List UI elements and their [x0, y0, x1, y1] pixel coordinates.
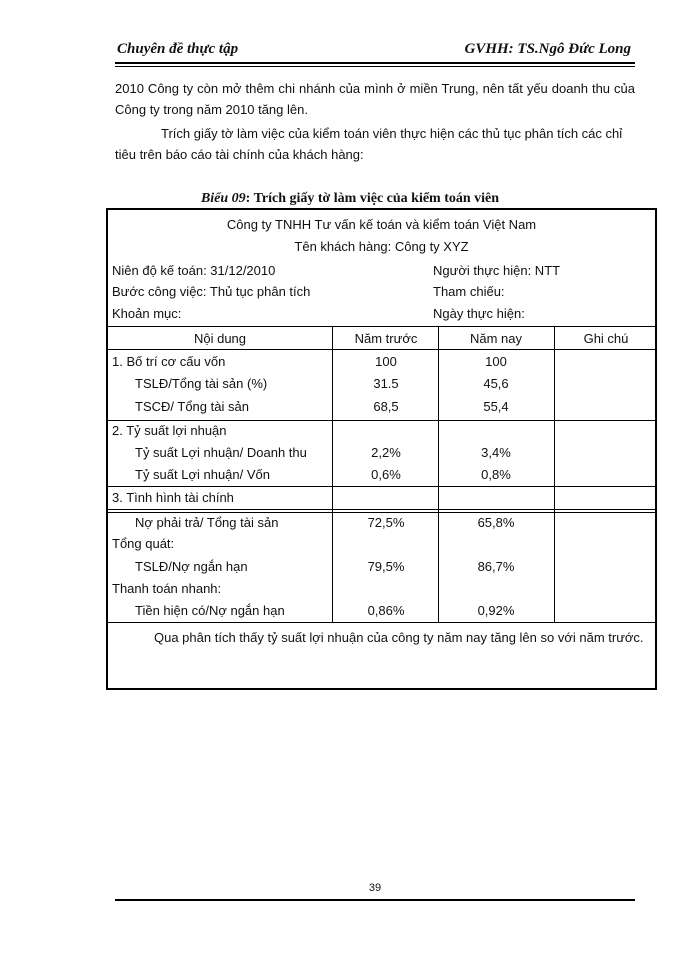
caption-title: : Trích giấy tờ làm việc của kiểm toán viên [245, 191, 500, 206]
row-label: Tỷ suất Lợi nhuận/ Vốn [135, 467, 270, 482]
section-title: 1. Bố trí cơ cấu vốn [112, 354, 226, 369]
row-label: Tỷ suất Lợi nhuận/ Doanh thu [135, 445, 307, 460]
section-title: 2. Tỷ suất lợi nhuận [112, 423, 227, 438]
footer-rule [115, 899, 635, 901]
table-top-rule [108, 326, 655, 327]
cell-curr: 86,7% [477, 559, 515, 574]
column-divider [554, 326, 555, 622]
body-text [115, 78, 635, 165]
col-header-prev-year: Năm trước [354, 331, 418, 346]
col-header-content: Nội dung [193, 331, 247, 346]
paragraph-1: 2010 Công ty còn mở thêm chi nhánh của mình ở miền Trung, nên tất yếu doanh thu của Công ty trong năm 2010 tăng lên. [115, 81, 635, 117]
cell-prev: 0,86% [367, 603, 405, 618]
section-title: 3. Tình hình tài chính [112, 490, 234, 505]
cell-prev: 79,5% [367, 559, 405, 574]
section-rule [108, 509, 655, 510]
header-supervisor: GVHH: TS.Ngô Đức Long [464, 41, 631, 57]
column-divider [332, 326, 333, 622]
caption-label: Biểu 09 [200, 191, 246, 206]
cell-curr: 55,4 [483, 399, 509, 414]
subsection-label: Tổng quát: [112, 536, 175, 551]
fiscal-year: Niên độ kế toán: 31/12/2010 [112, 263, 276, 278]
header-rule-thin [115, 66, 635, 67]
company-name: Công ty TNHH Tư vấn kế toán và kiểm toán Việt Nam [226, 217, 537, 232]
work-step: Bước công việc: Thủ tục phân tích [112, 284, 311, 299]
account-item: Khoản mục: [112, 306, 182, 321]
col-header-note: Ghi chú [583, 331, 629, 346]
workpaper-box [106, 208, 657, 690]
page-footer [115, 882, 635, 894]
subsection-label: Thanh toán nhanh: [112, 581, 222, 596]
cell-prev: 2,2% [371, 445, 401, 460]
cell-prev: 0,6% [371, 467, 401, 482]
cell-curr: 65,8% [477, 515, 515, 530]
cell-curr: 3,4% [481, 445, 511, 460]
col-header-curr-year: Năm nay [469, 331, 523, 346]
conclusion-text: Qua phân tích thấy tỷ suất lợi nhuận của công ty năm nay tăng lên so với năm trước. [154, 630, 644, 645]
header-title: Chuyên đề thực tập [117, 41, 239, 57]
row-label: Tiền hiện có/Nợ ngắn hạn [135, 603, 285, 618]
cell-prev: 100 [375, 354, 397, 369]
cell-curr: 100 [485, 354, 507, 369]
cell-prev: 72,5% [367, 515, 405, 530]
preparer: Người thực hiện: NTT [433, 263, 561, 278]
paragraph-2: Trích giấy tờ làm việc của kiểm toán viên thực hiện các thủ tục phân tích các chỉ tiêu trên báo cáo tài chính của khách hàng: [115, 126, 623, 162]
header-rule [108, 349, 655, 350]
page-number: 39 [368, 882, 382, 894]
page-header [115, 37, 635, 63]
header-rule [115, 62, 635, 64]
cell-prev: 68,5 [373, 399, 399, 414]
reference: Tham chiếu: [433, 284, 505, 299]
cell-prev: 31.5 [373, 376, 399, 391]
row-label: TSLĐ/Nợ ngắn hạn [135, 559, 248, 574]
row-label: TSCĐ/ Tổng tài sản [135, 399, 249, 414]
client-name: Tên khách hàng: Công ty XYZ [294, 239, 469, 254]
cell-curr: 45,6 [483, 376, 509, 391]
row-label: TSLĐ/Tổng tài sản (%) [135, 376, 268, 391]
row-label: Nợ phải trả/ Tổng tài sản [135, 515, 279, 530]
section-rule [108, 420, 655, 421]
cell-curr: 0,92% [477, 603, 515, 618]
table-caption [0, 191, 700, 207]
cell-curr: 0,8% [481, 467, 511, 482]
section-rule [108, 486, 655, 487]
table-bottom-rule [108, 622, 655, 623]
section-rule-double [108, 512, 655, 513]
date-performed: Ngày thực hiện: [433, 306, 525, 321]
